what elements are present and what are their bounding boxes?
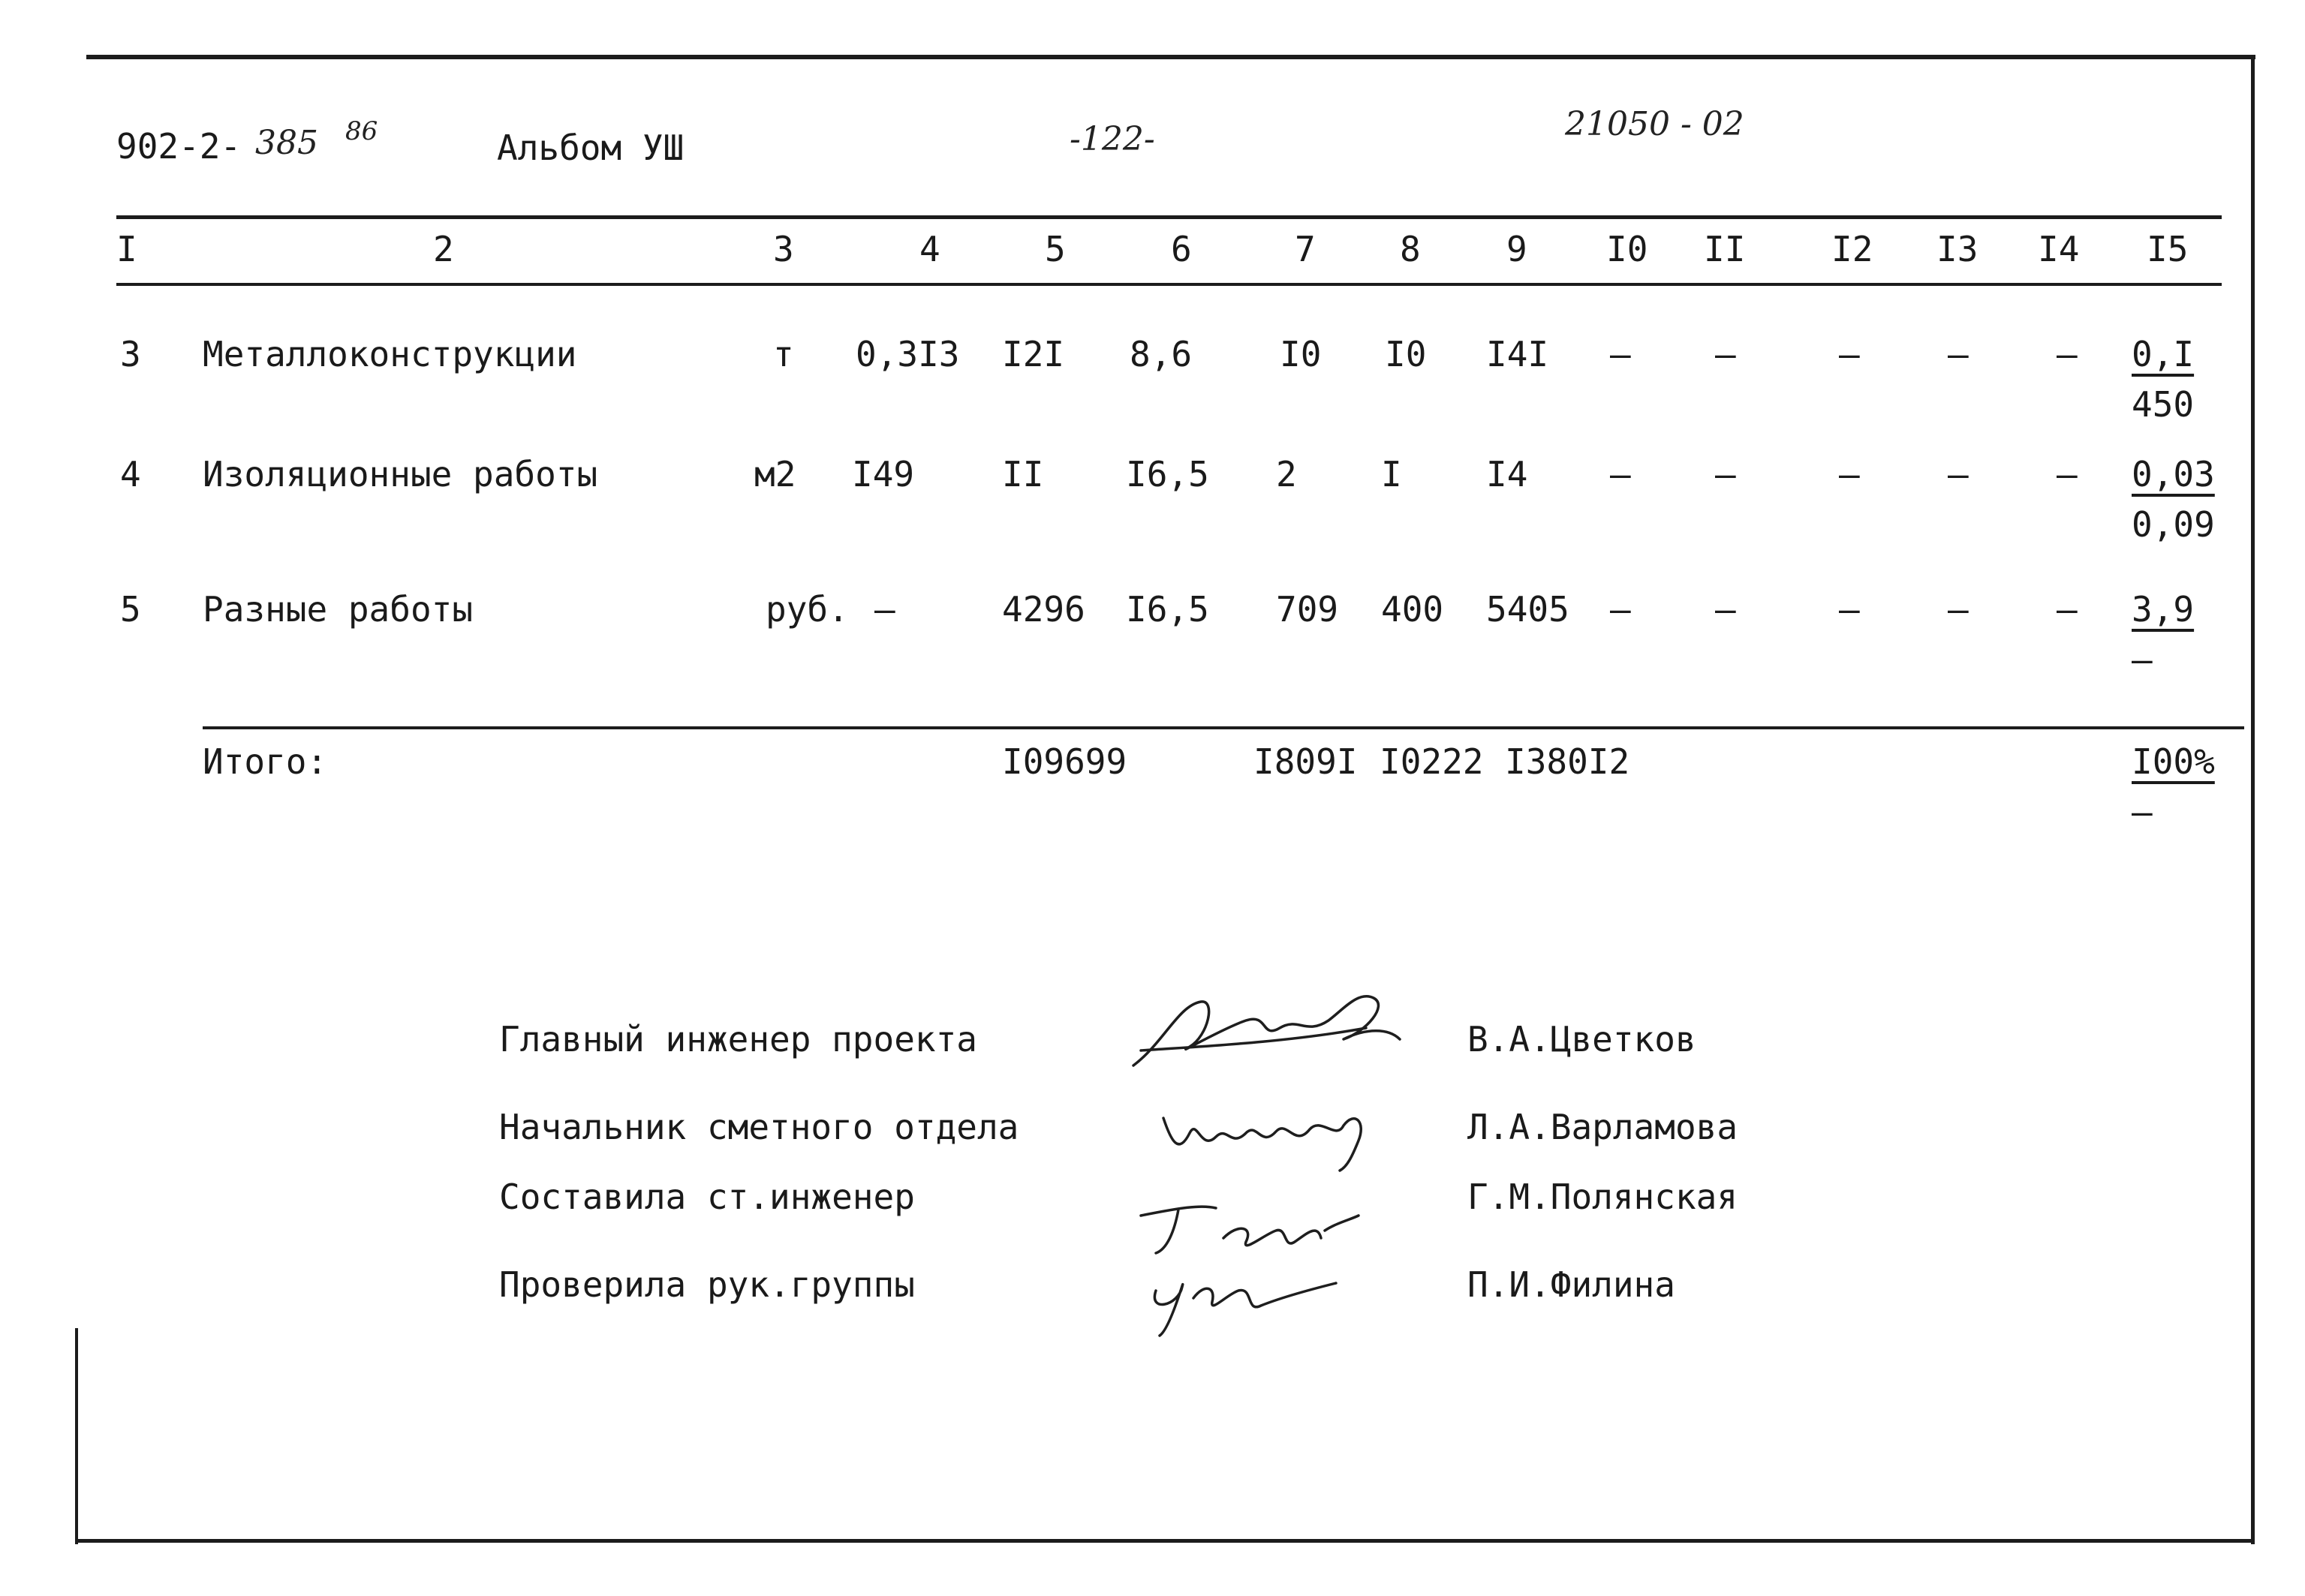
cell-c5: II bbox=[1002, 454, 1044, 494]
col-header: I2 bbox=[1831, 229, 1873, 269]
signature-role: Проверила рук.группы bbox=[499, 1264, 915, 1305]
total-label: Итого: bbox=[203, 741, 328, 782]
cell-c12: – bbox=[1839, 454, 1860, 494]
cell-c5: 4296 bbox=[1002, 589, 1085, 630]
handwritten-code: 21050 - 02 bbox=[1565, 105, 1744, 143]
col-header: 5 bbox=[1045, 229, 1066, 269]
total-c15-bottom: – bbox=[2132, 792, 2153, 832]
col-header: II bbox=[1704, 229, 1746, 269]
cell-c13: – bbox=[1948, 454, 1969, 494]
cell-c10: – bbox=[1610, 334, 1631, 374]
row-number: 4 bbox=[120, 454, 141, 494]
col-header: 4 bbox=[919, 229, 940, 269]
cell-c11: – bbox=[1715, 589, 1736, 630]
col-header: 6 bbox=[1171, 229, 1192, 269]
col-header: 7 bbox=[1295, 229, 1316, 269]
cell-c15-top: 0,I bbox=[2132, 334, 2195, 374]
header-bottom-rule bbox=[116, 283, 2222, 286]
cell-c13: – bbox=[1948, 334, 1969, 374]
cell-c6: I6,5 bbox=[1126, 454, 1209, 494]
signature-role: Начальник сметного отдела bbox=[499, 1107, 1019, 1147]
cell-c9: I4 bbox=[1486, 454, 1528, 494]
cell-c9: I4I bbox=[1486, 334, 1549, 374]
cell-c13: – bbox=[1948, 589, 1969, 630]
total-c7: I809I bbox=[1253, 741, 1358, 782]
cell-c12: – bbox=[1839, 334, 1860, 374]
cell-c4: – bbox=[874, 589, 895, 630]
left-border-fragment bbox=[75, 1328, 78, 1544]
cell-c6: I6,5 bbox=[1126, 589, 1209, 630]
signature-role: Составила ст.инженер bbox=[499, 1177, 915, 1217]
cell-c11: – bbox=[1715, 454, 1736, 494]
cell-c14: – bbox=[2057, 589, 2078, 630]
doc-code: 902-2- bbox=[116, 126, 242, 167]
cell-c14: – bbox=[2057, 454, 2078, 494]
row-name: Изоляционные работы bbox=[203, 454, 598, 494]
total-c15-top: I00% bbox=[2132, 741, 2215, 782]
row-number: 5 bbox=[120, 589, 141, 630]
row-number: 3 bbox=[120, 334, 141, 374]
cell-c10: – bbox=[1610, 589, 1631, 630]
doc-code-handwritten-sup: 86 bbox=[345, 116, 378, 146]
cell-c4: I49 bbox=[852, 454, 915, 494]
cell-c4: 0,3I3 bbox=[856, 334, 960, 374]
col-header: I5 bbox=[2147, 229, 2189, 269]
top-border bbox=[86, 55, 2255, 59]
page-number: -122- bbox=[1070, 120, 1155, 158]
row-unit: м2 bbox=[754, 454, 796, 494]
cell-c15-top: 0,03 bbox=[2132, 454, 2215, 494]
bottom-border bbox=[77, 1539, 2255, 1543]
cell-c7: 2 bbox=[1276, 454, 1297, 494]
col-header: I0 bbox=[1606, 229, 1648, 269]
table-top-rule bbox=[116, 215, 2222, 219]
signature-name: П.И.Филина bbox=[1467, 1264, 1675, 1305]
signature-name: В.А.Цветков bbox=[1467, 1019, 1696, 1059]
total-c8: I0222 bbox=[1380, 741, 1484, 782]
cell-c12: – bbox=[1839, 589, 1860, 630]
cell-c8: I bbox=[1381, 454, 1402, 494]
col-header: I4 bbox=[2038, 229, 2080, 269]
cell-c14: – bbox=[2057, 334, 2078, 374]
total-c9: I380I2 bbox=[1505, 741, 1630, 782]
signature-role: Главный инженер проекта bbox=[499, 1019, 977, 1059]
col-header: 3 bbox=[773, 229, 794, 269]
signature-name: Г.М.Полянская bbox=[1467, 1177, 1738, 1217]
doc-code-handwritten: 385 bbox=[255, 124, 318, 162]
cell-c8: I0 bbox=[1385, 334, 1427, 374]
cell-c15-top: 3,9 bbox=[2132, 589, 2195, 630]
cell-c9: 5405 bbox=[1486, 589, 1569, 630]
total-rule bbox=[203, 726, 2244, 729]
col-header: 8 bbox=[1400, 229, 1421, 269]
cell-c8: 400 bbox=[1381, 589, 1444, 630]
row-name: Разные работы bbox=[203, 589, 474, 630]
row-name: Металлоконструкции bbox=[203, 334, 577, 374]
cell-c5: I2I bbox=[1002, 334, 1065, 374]
cell-c15-bottom: 450 bbox=[2132, 384, 2195, 425]
cell-c6: 8,6 bbox=[1130, 334, 1193, 374]
col-header: I bbox=[116, 229, 137, 269]
right-border bbox=[2251, 55, 2255, 1544]
album-label: Альбом УШ bbox=[497, 128, 685, 168]
cell-c10: – bbox=[1610, 454, 1631, 494]
cell-c15-bottom: 0,09 bbox=[2132, 504, 2215, 545]
cell-c15-bottom: – bbox=[2132, 639, 2153, 680]
row-unit: т bbox=[773, 334, 794, 374]
signature-scribble-checker bbox=[1141, 1253, 1389, 1343]
cell-c11: – bbox=[1715, 334, 1736, 374]
total-c5: I09699 bbox=[1002, 741, 1127, 782]
col-header: I3 bbox=[1936, 229, 1979, 269]
signature-name: Л.А.Варламова bbox=[1467, 1107, 1738, 1147]
row-unit: руб. bbox=[766, 589, 849, 630]
signature-scribble-chief-engineer bbox=[1118, 975, 1419, 1088]
col-header: 2 bbox=[433, 229, 454, 269]
signature-scribble-estimate-head bbox=[1156, 1096, 1404, 1178]
cell-c7: 709 bbox=[1276, 589, 1339, 630]
cell-c7: I0 bbox=[1280, 334, 1322, 374]
col-header: 9 bbox=[1506, 229, 1527, 269]
